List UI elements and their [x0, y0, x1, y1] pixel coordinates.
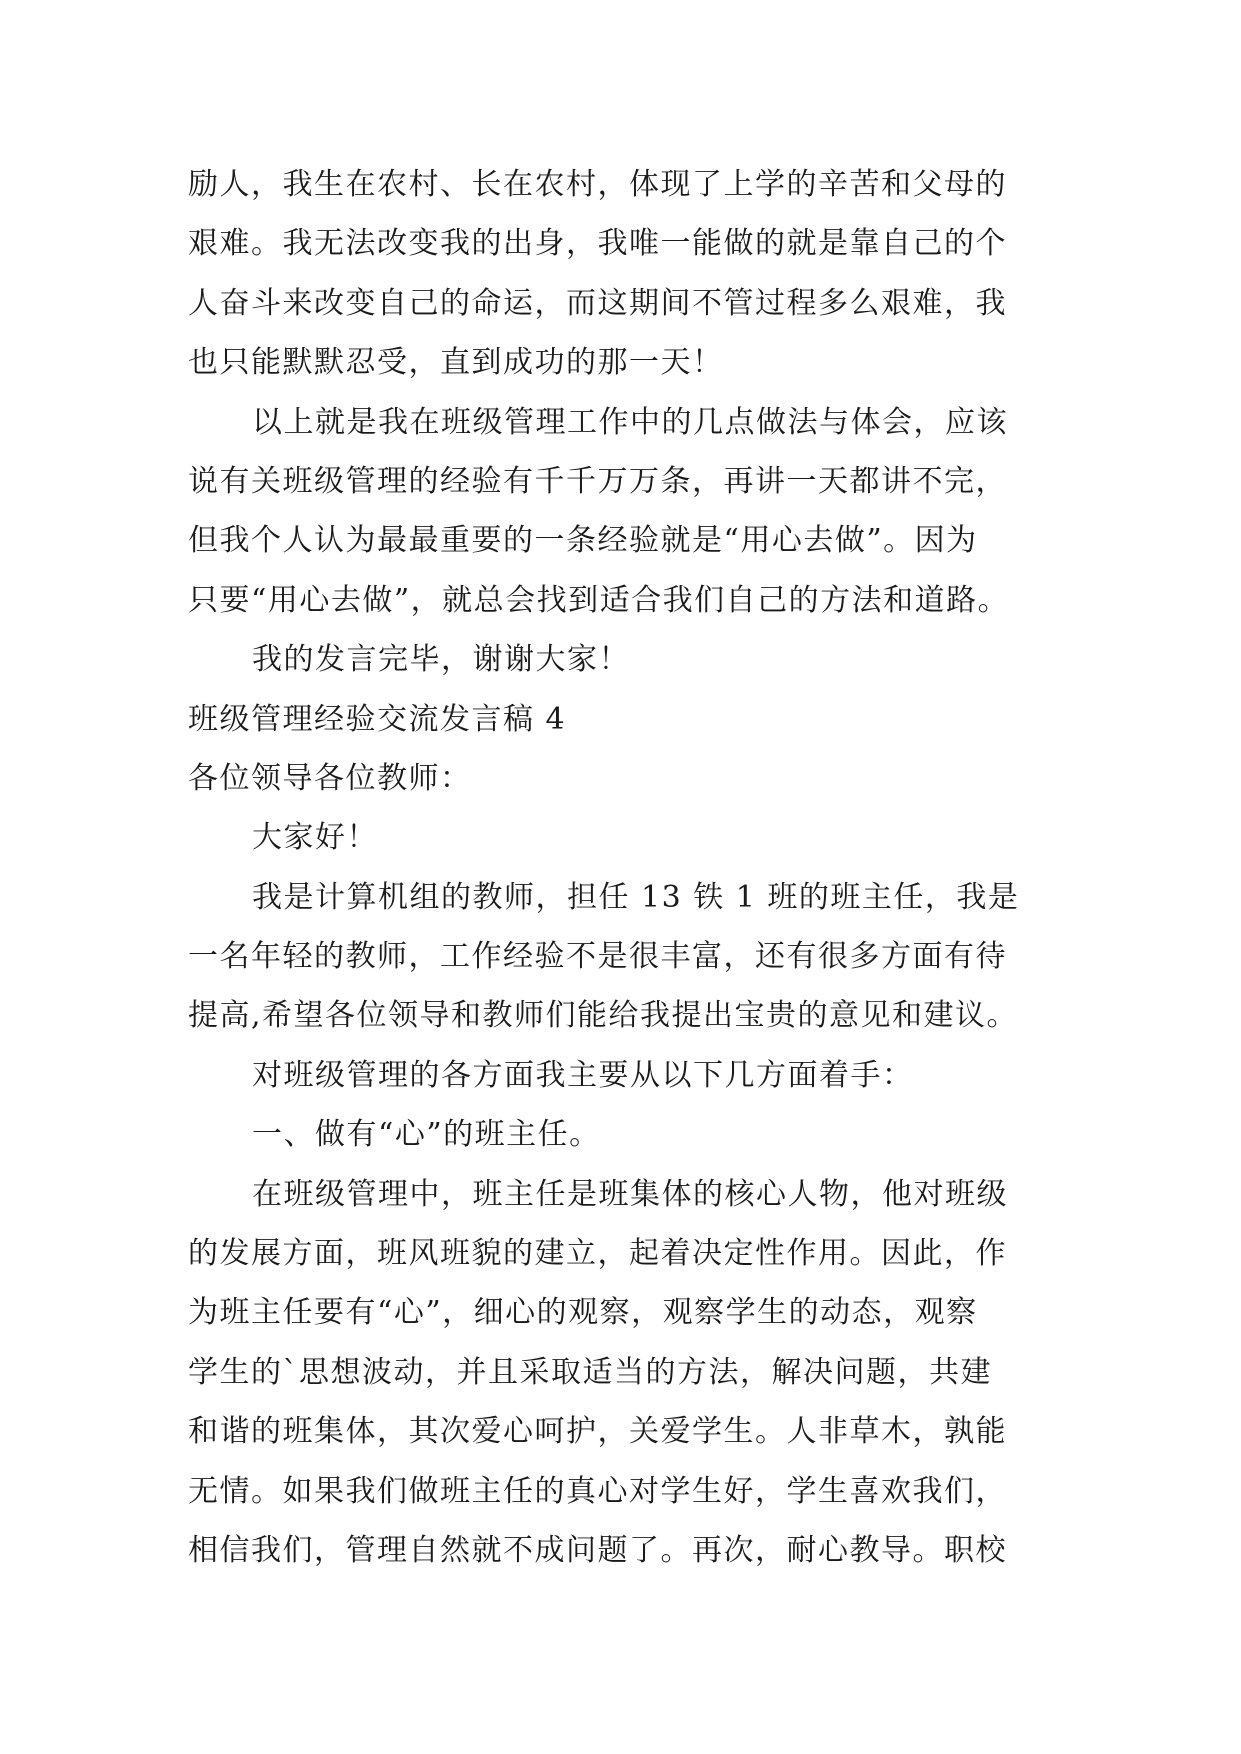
text-line: 学生的`思想波动，并且采取适当的方法，解决问题，共建 [188, 1354, 992, 1390]
text-line: 班级管理经验交流发言稿 4 [188, 701, 567, 737]
text-line: 但我个人认为最最重要的一条经验就是“用心去做”。因为 [188, 523, 978, 559]
text-line: 在班级管理中，班主任是班集体的核心人物，他对班级 [252, 1176, 1008, 1212]
text-line: 人奋斗来改变自己的命运，而这期间不管过程多么艰难，我 [188, 285, 1007, 321]
text-line: 励人，我生在农村、长在农村，体现了上学的辛苦和父母的 [188, 167, 1007, 202]
text-line: 我是计算机组的教师，担任 13 铁 1 班的班主任，我是 [252, 879, 1020, 915]
text-line: 只要“用心去做”，就总会找到适合我们自己的方法和道路。 [188, 582, 1010, 618]
text-line: 各位领导各位教师： [188, 760, 472, 796]
text-line: 说有关班级管理的经验有千千万万条，再讲一天都讲不完， [188, 463, 1007, 499]
text-line: 和谐的班集体，其次爱心呵护，关爱学生。人非草木，孰能 [188, 1414, 1007, 1450]
text-line: 一、做有“心”的班主任。 [252, 1117, 601, 1153]
text-line: 也只能默默忍受，直到成功的那一天！ [188, 345, 724, 381]
text-line: 我的发言完毕，谢谢大家！ [252, 642, 630, 678]
document-body [188, 155, 1058, 1580]
text-line: 无情。如果我们做班主任的真心对学生好，学生喜欢我们， [188, 1473, 1007, 1509]
text-line: 大家好！ [252, 820, 378, 856]
text-line: 为班主任要有“心”，细心的观察，观察学生的动态，观察 [188, 1295, 978, 1331]
text-line: 的发展方面，班风班貌的建立，起着决定性作用。因此，作 [188, 1236, 1007, 1272]
text-line: 艰难。我无法改变我的出身，我唯一能做的就是靠自己的个 [188, 226, 1007, 262]
text-line: 相信我们，管理自然就不成问题了。再次，耐心教导。职校 [188, 1532, 1007, 1568]
text-line: 对班级管理的各方面我主要从以下几方面着手： [252, 1057, 914, 1093]
text-line: 提高,希望各位领导和教师们能给我提出宝贵的意见和建议。 [188, 998, 1019, 1034]
text-line: 一名年轻的教师，工作经验不是很丰富，还有很多方面有待 [188, 939, 1007, 975]
text-line: 以上就是我在班级管理工作中的几点做法与体会，应该 [252, 404, 1008, 440]
